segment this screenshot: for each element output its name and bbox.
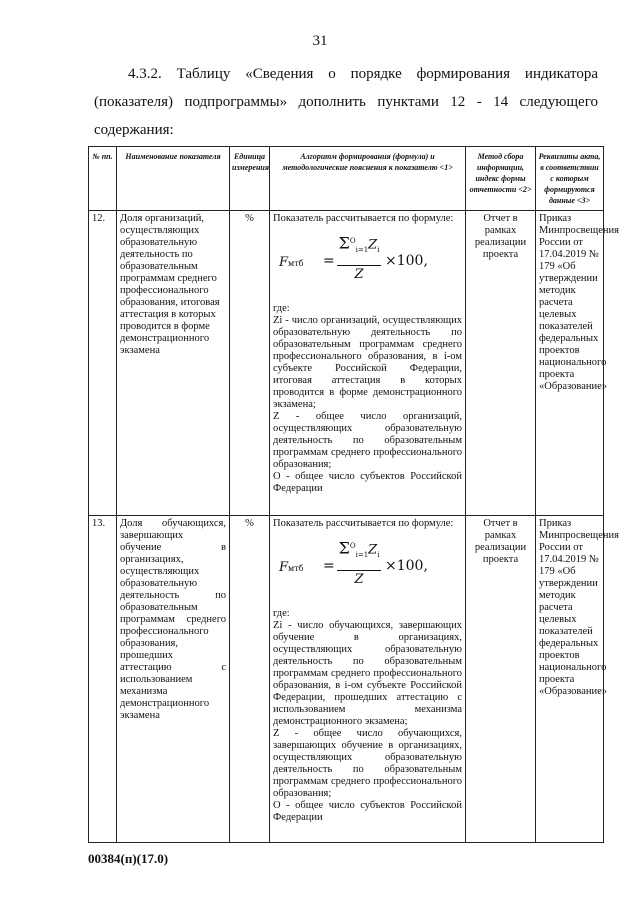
formula [279, 538, 462, 602]
formula-multiplier: ×100, [385, 558, 428, 574]
indicator-name: Доля организаций, осуществляющих образовательную деятельность по образовательным программам среднего профессионального образования, итоговая аттестация в которых проводится в форме демонстрационного экзамена [117, 211, 230, 516]
formula-lhs: Fмтб [279, 560, 304, 575]
header-req: Реквизиты акта, в соответствии с которым формируются данные <3> [536, 147, 604, 211]
formula-numerator: $\Sigma^O_{i=1}Z_i$ [338, 538, 380, 559]
header-name: Наименование показателя [117, 147, 230, 211]
formula-numerator: $\Sigma^O_{i=1}Z_i$ [338, 233, 380, 254]
formula-equals: = [323, 253, 335, 269]
intro-text: 4.3.2. Таблицу «Сведения о порядке формирования индикатора (показателя) подпрограммы» дополнить пунктами 12 - 14 следующего содержания: [94, 66, 598, 138]
collection-method: Отчет в рамках реализации проекта [466, 211, 536, 516]
formula-lhs: Fмтб [279, 255, 304, 270]
formula [279, 233, 462, 297]
page-number: 31 [312, 33, 328, 49]
unit: % [230, 516, 270, 843]
header-unit: Единица измерения [230, 147, 270, 211]
definition-zi: Zi - число организаций, осуществляющих образовательную деятельность по образовательным программам среднего профессионального образования, в i-ом субъекте Российской Федерации, итоговая аттестация в которых проводится в форме демонстрационного экзамена; [273, 315, 462, 410]
row-number: 12. [89, 211, 117, 516]
row-number: 13. [89, 516, 117, 843]
indicator-table [88, 146, 619, 843]
formula-multiplier: ×100, [385, 253, 428, 269]
where-label: где: [273, 303, 290, 314]
formula-equals: = [323, 558, 335, 574]
collection-method: Отчет в рамках реализации проекта [466, 516, 536, 843]
act-requisites: Приказ Минпросвещения России от 17.04.2019 № 179 «Об утверждении методик расчета целевых показателей федеральных проектов национального проекта «Образование» [536, 211, 604, 516]
where-label: где: [273, 608, 290, 619]
indicator-name: Доля обучающихся, завершающих обучение в организациях, осуществляющих образовательную деятельность по образовательным программам среднего профессионального образования, прошедших аттестацию с использованием механизма демонстрационного экзамена [117, 516, 230, 843]
algorithm-cell [270, 211, 466, 516]
table-row [89, 211, 604, 516]
table-row [89, 516, 604, 843]
header-num: № пп. [89, 147, 117, 211]
definition-o: O - общее число субъектов Российской Федерации [273, 800, 462, 823]
fraction-bar [337, 570, 381, 571]
algo-intro: Показатель рассчитывается по формуле: [273, 213, 454, 224]
definition-z: Z - общее число организаций, осуществляющих образовательную деятельность по образовательным программам среднего профессионального образования; [273, 411, 462, 470]
definition-o: O - общее число субъектов Российской Федерации [273, 471, 462, 494]
algorithm-cell [270, 516, 466, 843]
document-code: 00384(п)(17.0) [88, 851, 169, 866]
header-algo: Алгоритм формирования (формула) и методологические пояснения к показателю <1> [270, 147, 466, 211]
intro-paragraph [94, 60, 598, 144]
definition-z: Z - общее число обучающихся, завершающих обучение в организациях, осуществляющих образовательную деятельность по образовательным программам среднего профессионального образования; [273, 728, 462, 799]
unit: % [230, 211, 270, 516]
algo-intro: Показатель рассчитывается по формуле: [273, 518, 454, 529]
definition-zi: Zi - число обучающихся, завершающих обучение в организациях, осуществляющих образовательную деятельность по образовательным программам среднего профессионального образования, в i-ом субъекте Российской Федерации, прошедших аттестацию с использованием механизма демонстрационного экзамена; [273, 620, 462, 727]
formula-denominator: Z [354, 572, 364, 587]
header-method: Метод сбора информации, индекс формы отчетности <2> [466, 147, 536, 211]
formula-denominator: Z [354, 267, 364, 282]
act-requisites: Приказ Минпросвещения России от 17.04.2019 № 179 «Об утверждении методик расчета целевых показателей федеральных проектов национального проекта «Образование» [536, 516, 604, 843]
table-header-row [89, 147, 604, 211]
fraction-bar [337, 265, 381, 266]
